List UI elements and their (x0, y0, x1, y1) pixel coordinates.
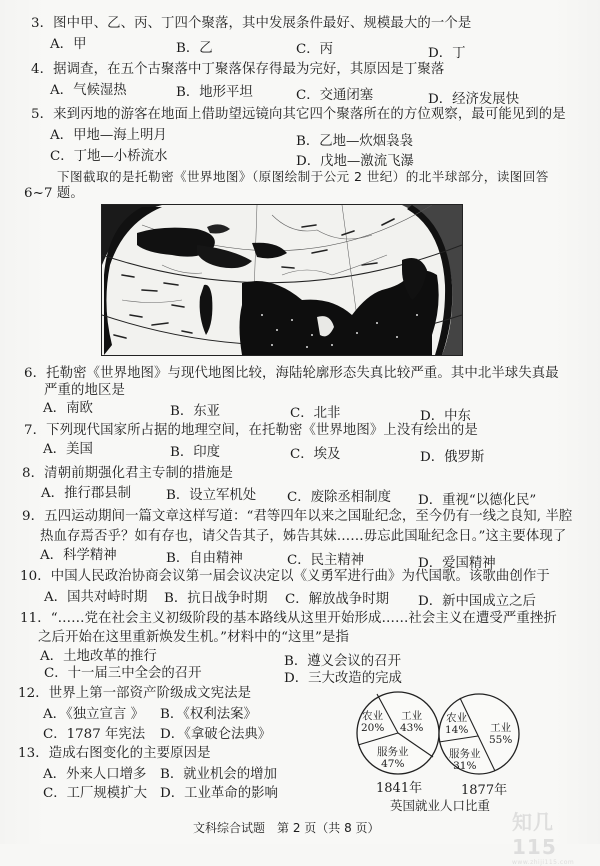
question-11-option-d: D．三大改造的完成 (284, 671, 402, 686)
question-11-option-a: A．土地改革的推行 (40, 649, 157, 664)
question-9-option-a: A．科学精神 (40, 548, 117, 563)
question-5-option-c: C．丁地—小桥流水 (50, 149, 168, 164)
question-5-option-d: D．戊地—激流飞瀑 (296, 154, 414, 169)
question-6-stem-line-1: 6．托勒密《世界地图》与现代地图比较，海陆轮廓形态失真比较严重。其中北半球失真最 (24, 366, 559, 381)
chart-caption: 英国就业人口比重 (390, 798, 491, 813)
question-6-option-c: C．北非 (290, 406, 341, 421)
pie-1877-industry-label: 工业 55% (489, 722, 513, 746)
watermark-text: 知几115 (512, 810, 557, 859)
map-intro-line-1: 下图截取的是托勒密《世界地图》（原图绘制于公元 2 世纪）的北半球部分，读图回答 (57, 169, 549, 184)
pie-1841-service-label: 服务业 47% (377, 746, 409, 770)
question-13-option-b: B．就业机会的增加 (160, 767, 277, 782)
question-9-stem-line-1: 9．五四运动期间一篇文章这样写道：“君等四年以来之国耻纪念，至今仍有一线之良知, 半腔 (22, 509, 573, 524)
question-number: 13． (18, 746, 49, 761)
question-11-stem-line-2: 之后开始在这里重新焕发生机。”材料中的“这里”是指 (38, 630, 349, 645)
ptolemy-world-map-figure (101, 204, 463, 356)
map-icon (102, 205, 462, 355)
question-6-stem-line-2: 严重的地区是 (44, 383, 125, 398)
question-number: 7． (24, 423, 47, 438)
question-12-option-d: D．《拿破仑法典》 (160, 727, 272, 742)
question-6-option-d: D．中东 (420, 409, 471, 424)
question-12-option-c: C．1787 年宪法 (43, 727, 146, 742)
question-11-option-c: C．十一届三中全会的召开 (44, 666, 202, 681)
question-9-option-b: B．自由精神 (166, 551, 243, 566)
question-11-option-b: B．遵义会议的召开 (284, 654, 401, 669)
question-10-option-b: B．抗日战争时期 (164, 591, 268, 606)
question-3-option-b: B．乙 (176, 41, 213, 56)
question-9-option-d: D．爱国精神 (418, 556, 496, 571)
question-6-option-b: B．东亚 (170, 404, 221, 419)
question-8-option-a: A．推行郡县制 (41, 486, 132, 501)
question-5-option-a: A．甲地—海上明月 (50, 128, 167, 143)
question-10-option-c: C．解放战争时期 (285, 592, 389, 607)
pie-1841-industry-label: 工业 43% (400, 710, 424, 734)
question-8-stem: 8．清朝前期强化君主专制的措施是 (22, 466, 233, 481)
pie-1841-year: 1841年 (376, 781, 423, 796)
question-4-option-a: A．气候湿热 (50, 83, 127, 98)
pie-chart-1877 (437, 692, 521, 776)
question-7-stem: 7．下列现代国家所占据的地理空间，在托勒密《世界地图》上没有绘出的是 (24, 423, 478, 438)
question-13-option-c: C．工厂规模扩大 (43, 786, 147, 801)
question-13-stem: 13．造成右图变化的主要原因是 (18, 746, 211, 761)
pie-1877-service-label: 服务业 31% (449, 748, 481, 772)
question-10-option-d: D．新中国成立之后 (418, 594, 536, 609)
page-footer: 文科综合试题 第 2 页（共 8 页） (193, 821, 380, 835)
question-7-option-a: A．美国 (43, 442, 93, 457)
pie-chart-1841 (355, 690, 441, 776)
question-number: 10． (20, 569, 51, 584)
question-4-option-c: C．交通闭塞 (296, 88, 374, 103)
question-7-option-c: C．埃及 (290, 447, 341, 462)
question-number: 9． (22, 509, 45, 524)
question-13-option-d: D．工业革命的影响 (160, 786, 278, 801)
question-number: 3． (31, 16, 54, 31)
question-8-option-d: D．重视“以德化民” (418, 493, 537, 508)
question-3-option-c: C．丙 (296, 42, 334, 57)
pie-1877-year: 1877年 (461, 783, 508, 798)
question-9-option-c: C．民主精神 (287, 553, 365, 568)
map-intro-line-2: 6~7 题。 (24, 186, 84, 201)
question-8-option-c: C．废除丞相制度 (287, 490, 391, 505)
pie-1841-agriculture-label: 农业 20% (361, 710, 385, 734)
question-3-stem: 3．图中甲、乙、丙、丁四个聚落，其中发展条件最好、规模最大的一个是 (31, 16, 472, 31)
question-5-stem: 5．来到丙地的游客在地面上借助望远镜向其它四个聚落所在的方位观察，最可能见到的是 (31, 107, 566, 122)
question-12-stem: 12．世界上第一部资产阶级成文宪法是 (18, 686, 252, 701)
question-number: 11． (20, 611, 51, 626)
question-7-option-b: B．印度 (170, 445, 221, 460)
question-7-option-d: D．俄罗斯 (420, 450, 485, 465)
question-12-option-b: B．《权利法案》 (160, 707, 257, 722)
question-number: 5． (31, 107, 54, 122)
question-11-stem-line-1: 11．“……党在社会主义初级阶段的基本路线从这里开始形成……社会主义在遭受严重挫折 (20, 611, 557, 626)
question-number: 6． (24, 366, 47, 381)
pie-1877-agriculture-label: 农业 14% (445, 712, 469, 736)
question-4-stem: 4．据调查，在五个古聚落中丁聚落保存得最为完好，其原因是丁聚落 (31, 62, 445, 77)
question-number: 4． (31, 62, 54, 77)
question-12-option-a: A．《独立宣言 》 (43, 707, 144, 722)
question-5-option-b: B．乙地—炊烟袅袅 (296, 134, 413, 149)
question-10-option-a: A．国共对峙时期 (44, 590, 148, 605)
watermark-logo (512, 806, 598, 866)
question-number: 12． (18, 686, 49, 701)
question-13-option-a: A．外来人口增多 (43, 767, 147, 782)
question-9-stem-line-2: 热血存焉否乎？如有存也，请父告其子，姊告其妹……毋忘此国耻纪念日。”这主要体现了 (40, 529, 567, 544)
question-6-option-a: A．南欧 (43, 401, 93, 416)
question-10-stem: 10．中国人民政治协商会议第一届会议决定以《义勇军进行曲》为代国歌。该歌曲创作于 (20, 569, 550, 584)
question-3-option-d: D．丁 (428, 46, 466, 61)
question-3-option-a: A．甲 (50, 37, 87, 52)
question-4-option-b: B．地形平坦 (176, 85, 253, 100)
question-8-option-b: B．设立军机处 (166, 488, 257, 503)
watermark-url: www.zhiji115.com (512, 859, 575, 866)
question-4-option-d: D．经济发展快 (428, 92, 520, 107)
question-number: 8． (22, 466, 45, 481)
